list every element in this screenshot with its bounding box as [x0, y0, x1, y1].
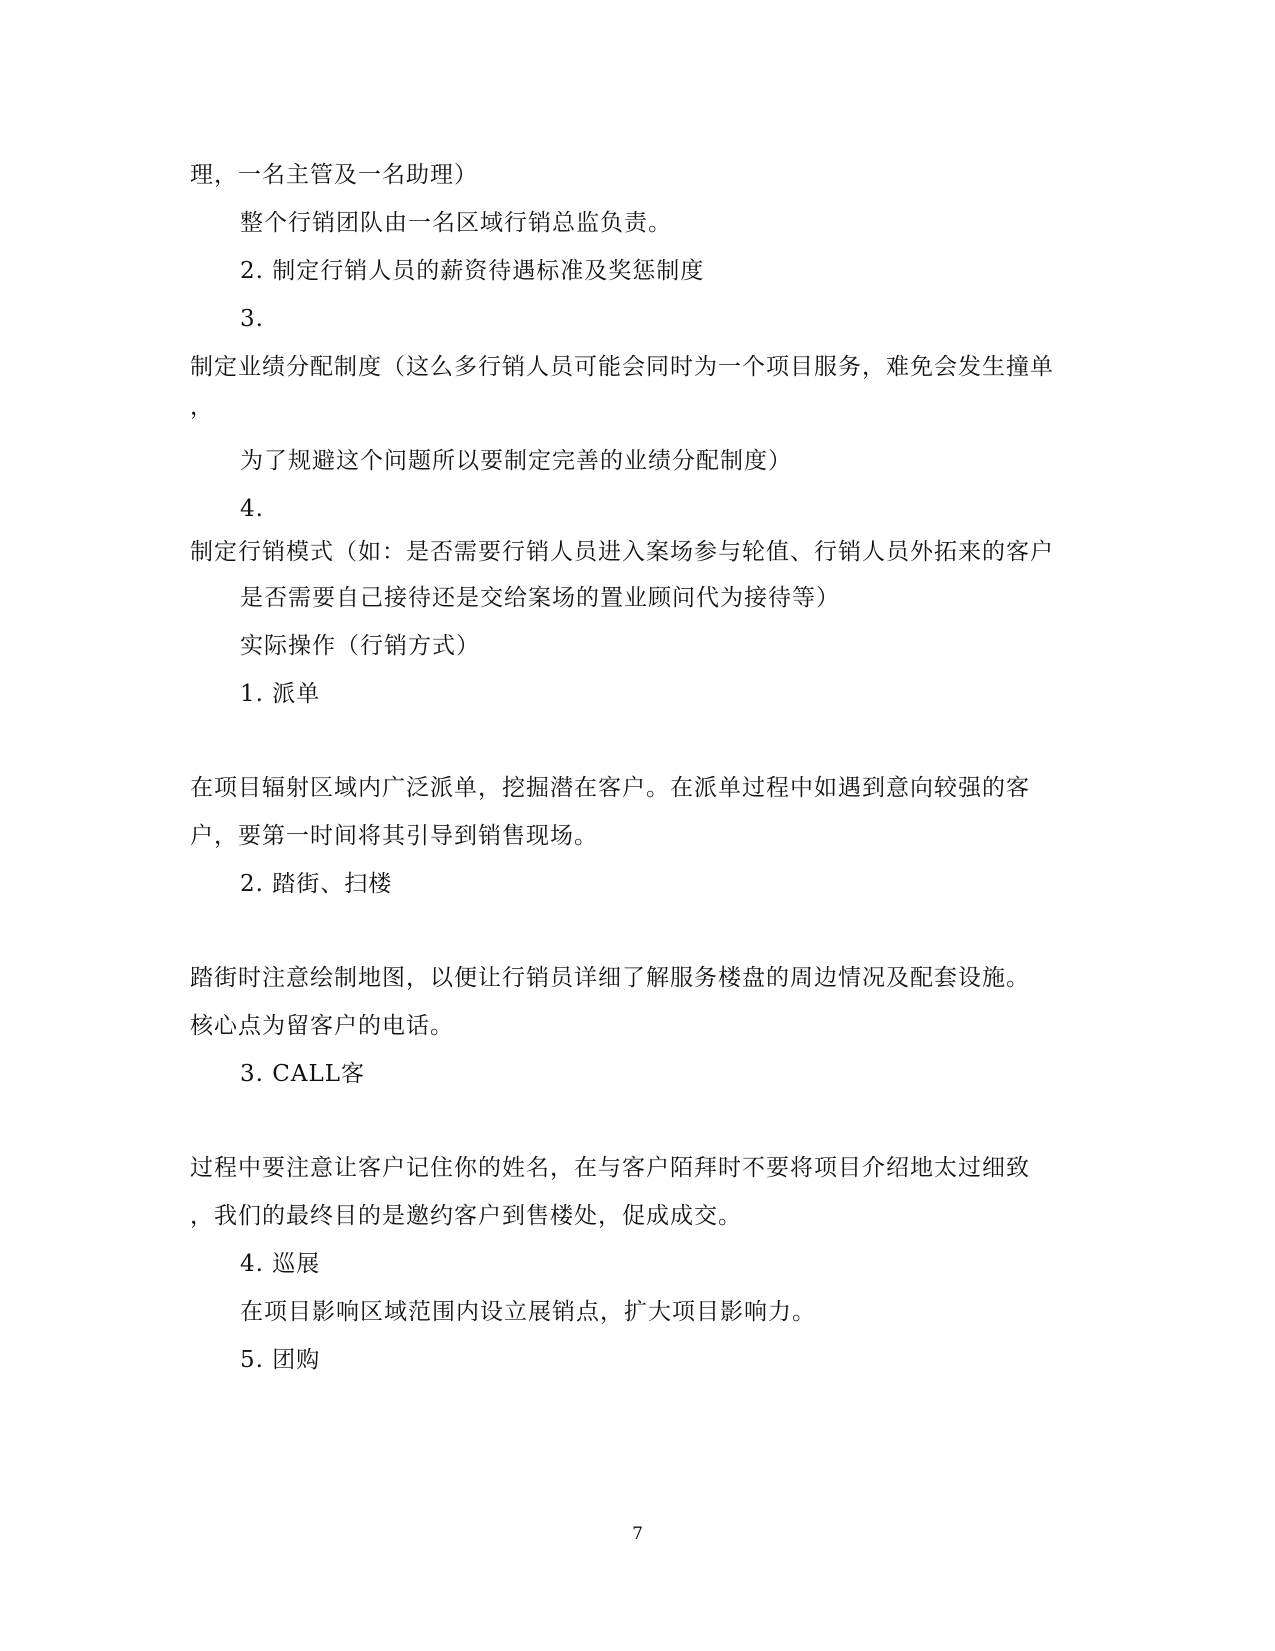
list-item: 5. 团购 — [240, 1347, 321, 1373]
text-line: ，我们的最终目的是邀约客户到售楼处，促成成交。 — [190, 1203, 742, 1229]
list-item-number: 4. — [240, 496, 264, 522]
list-item: 2. 踏街、扫楼 — [240, 871, 393, 897]
text-line: 过程中要注意让客户记住你的姓名，在与客户陌拜时不要将项目介绍地太过细致 — [190, 1155, 1030, 1181]
text-line: 踏街时注意绘制地图，以便让行销员详细了解服务楼盘的周边情况及配套设施。 — [190, 965, 1030, 991]
text-line: ， — [190, 394, 214, 420]
text-line: 户，要第一时间将其引导到销售现场。 — [190, 823, 598, 849]
list-item: 2. 制定行销人员的薪资待遇标准及奖惩制度 — [240, 258, 705, 284]
text-line: 制定业绩分配制度（这么多行销人员可能会同时为一个项目服务，难免会发生撞单 — [190, 354, 1054, 380]
list-item: 3. CALL客 — [240, 1061, 366, 1087]
text-line: 整个行销团队由一名区域行销总监负责。 — [240, 210, 672, 236]
text-line: 是否需要自己接待还是交给案场的置业顾问代为接待等） — [240, 585, 840, 611]
text-line: 制定行销模式（如：是否需要行销人员进入案场参与轮值、行销人员外拓来的客户 — [190, 539, 1054, 565]
text-line: 为了规避这个问题所以要制定完善的业绩分配制度） — [240, 448, 792, 474]
section-heading: 实际操作（行销方式） — [240, 633, 480, 659]
list-item-number: 3. — [240, 306, 264, 332]
list-item: 1. 派单 — [240, 681, 321, 707]
text-line: 在项目影响区域范围内设立展销点，扩大项目影响力。 — [240, 1299, 816, 1325]
text-line: 核心点为留客户的电话。 — [190, 1013, 454, 1039]
text-line: 理，一名主管及一名助理） — [190, 162, 478, 188]
text-line: 在项目辐射区域内广泛派单，挖掘潜在客户。在派单过程中如遇到意向较强的客 — [190, 775, 1030, 801]
list-item: 4. 巡展 — [240, 1251, 321, 1277]
page-number: 7 — [632, 1524, 643, 1544]
